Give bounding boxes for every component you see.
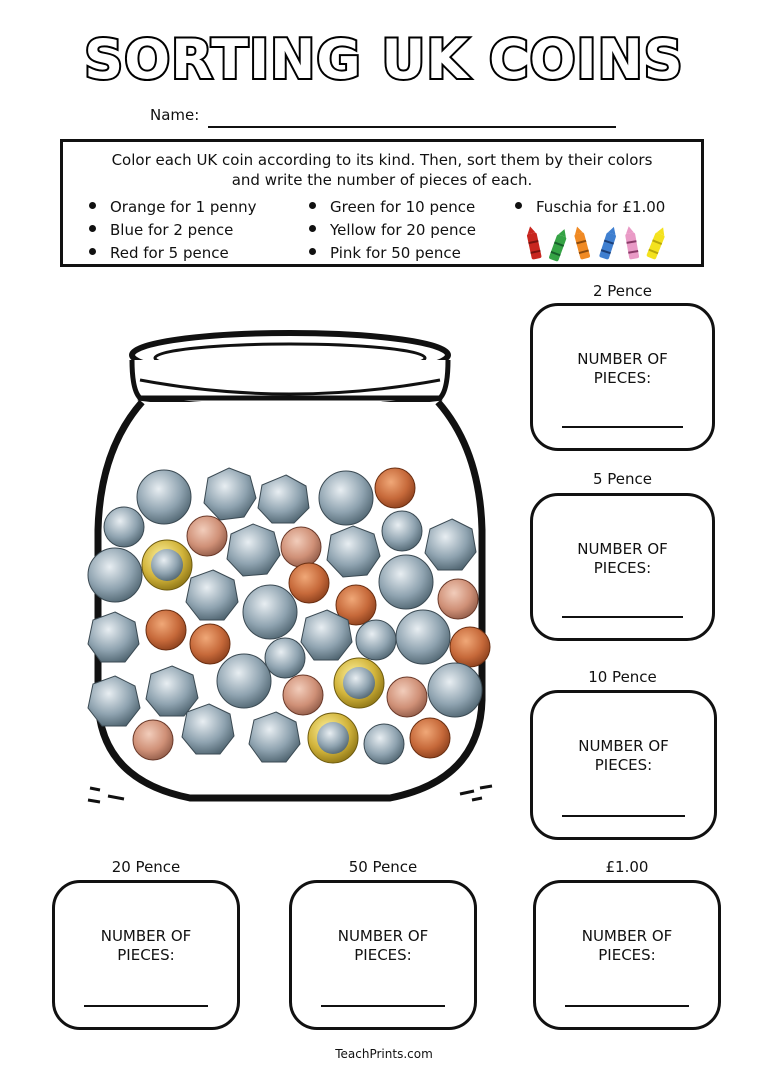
box-label: NUMBER OF PIECES:: [577, 350, 668, 387]
box-title-2p: 2 Pence: [592, 282, 653, 300]
instructions-text: [63, 150, 701, 190]
legend-text: Fuschia for £1.00: [536, 198, 666, 216]
box-label: NUMBER OF PIECES:: [578, 737, 669, 774]
box-title-10p: 10 Pence: [588, 668, 657, 686]
bullet-icon: [309, 202, 316, 209]
bullet-icon: [89, 248, 96, 255]
legend-item-1pound: [515, 198, 665, 216]
legend-text: Orange for 1 penny: [110, 198, 257, 216]
legend-item-50p: [309, 244, 461, 262]
legend-item-1p: [89, 198, 257, 216]
answer-box-20p: [52, 880, 240, 1030]
answer-box-1pound: [533, 880, 721, 1030]
legend-text: Blue for 2 pence: [110, 221, 234, 239]
answer-box-10p: [530, 690, 717, 840]
bullet-icon: [309, 248, 316, 255]
page-title: SORTING UK COINS: [84, 28, 684, 91]
answer-line-1pound[interactable]: [565, 1005, 689, 1007]
box-title-50p: 50 Pence: [348, 858, 418, 876]
legend-text: Green for 10 pence: [330, 198, 476, 216]
answer-box-2p: [530, 303, 715, 451]
legend-item-10p: [309, 198, 475, 216]
answer-line-50p[interactable]: [321, 1005, 445, 1007]
legend-item-20p: [309, 221, 476, 239]
bullet-icon: [89, 202, 96, 209]
legend-item-5p: [89, 244, 229, 262]
box-label: NUMBER OF PIECES:: [577, 540, 668, 577]
box-label: NUMBER OF PIECES:: [337, 927, 429, 964]
answer-box-5p: [530, 493, 715, 641]
box-label: NUMBER OF PIECES:: [581, 927, 673, 964]
bullet-icon: [309, 225, 316, 232]
instructions-box: [60, 139, 704, 267]
answer-line-20p[interactable]: [84, 1005, 208, 1007]
box-title-1pound: £1.00: [605, 858, 649, 876]
coin-jar-illustration: [80, 310, 500, 810]
crayons-icon: [526, 225, 676, 265]
answer-line-2p[interactable]: [562, 426, 684, 428]
box-title-5p: 5 Pence: [592, 470, 653, 488]
legend-text: Red for 5 pence: [110, 244, 229, 262]
legend-text: Yellow for 20 pence: [330, 221, 476, 239]
box-title-20p: 20 Pence: [111, 858, 181, 876]
legend-item-2p: [89, 221, 233, 239]
instructions-line-2: and write the number of pieces of each.: [231, 171, 533, 189]
bullet-icon: [89, 225, 96, 232]
name-input-line[interactable]: [208, 126, 616, 128]
instructions-line-1: Color each UK coin according to its kind. Then, sort them by their colors: [111, 151, 653, 169]
legend-text: Pink for 50 pence: [330, 244, 461, 262]
bullet-icon: [515, 202, 522, 209]
box-label: NUMBER OF PIECES:: [100, 927, 192, 964]
answer-line-10p[interactable]: [562, 815, 685, 817]
answer-line-5p[interactable]: [562, 616, 684, 618]
footer-credit: TeachPrints.com: [335, 1047, 433, 1061]
answer-box-50p: [289, 880, 477, 1030]
name-label: Name:: [150, 106, 200, 124]
